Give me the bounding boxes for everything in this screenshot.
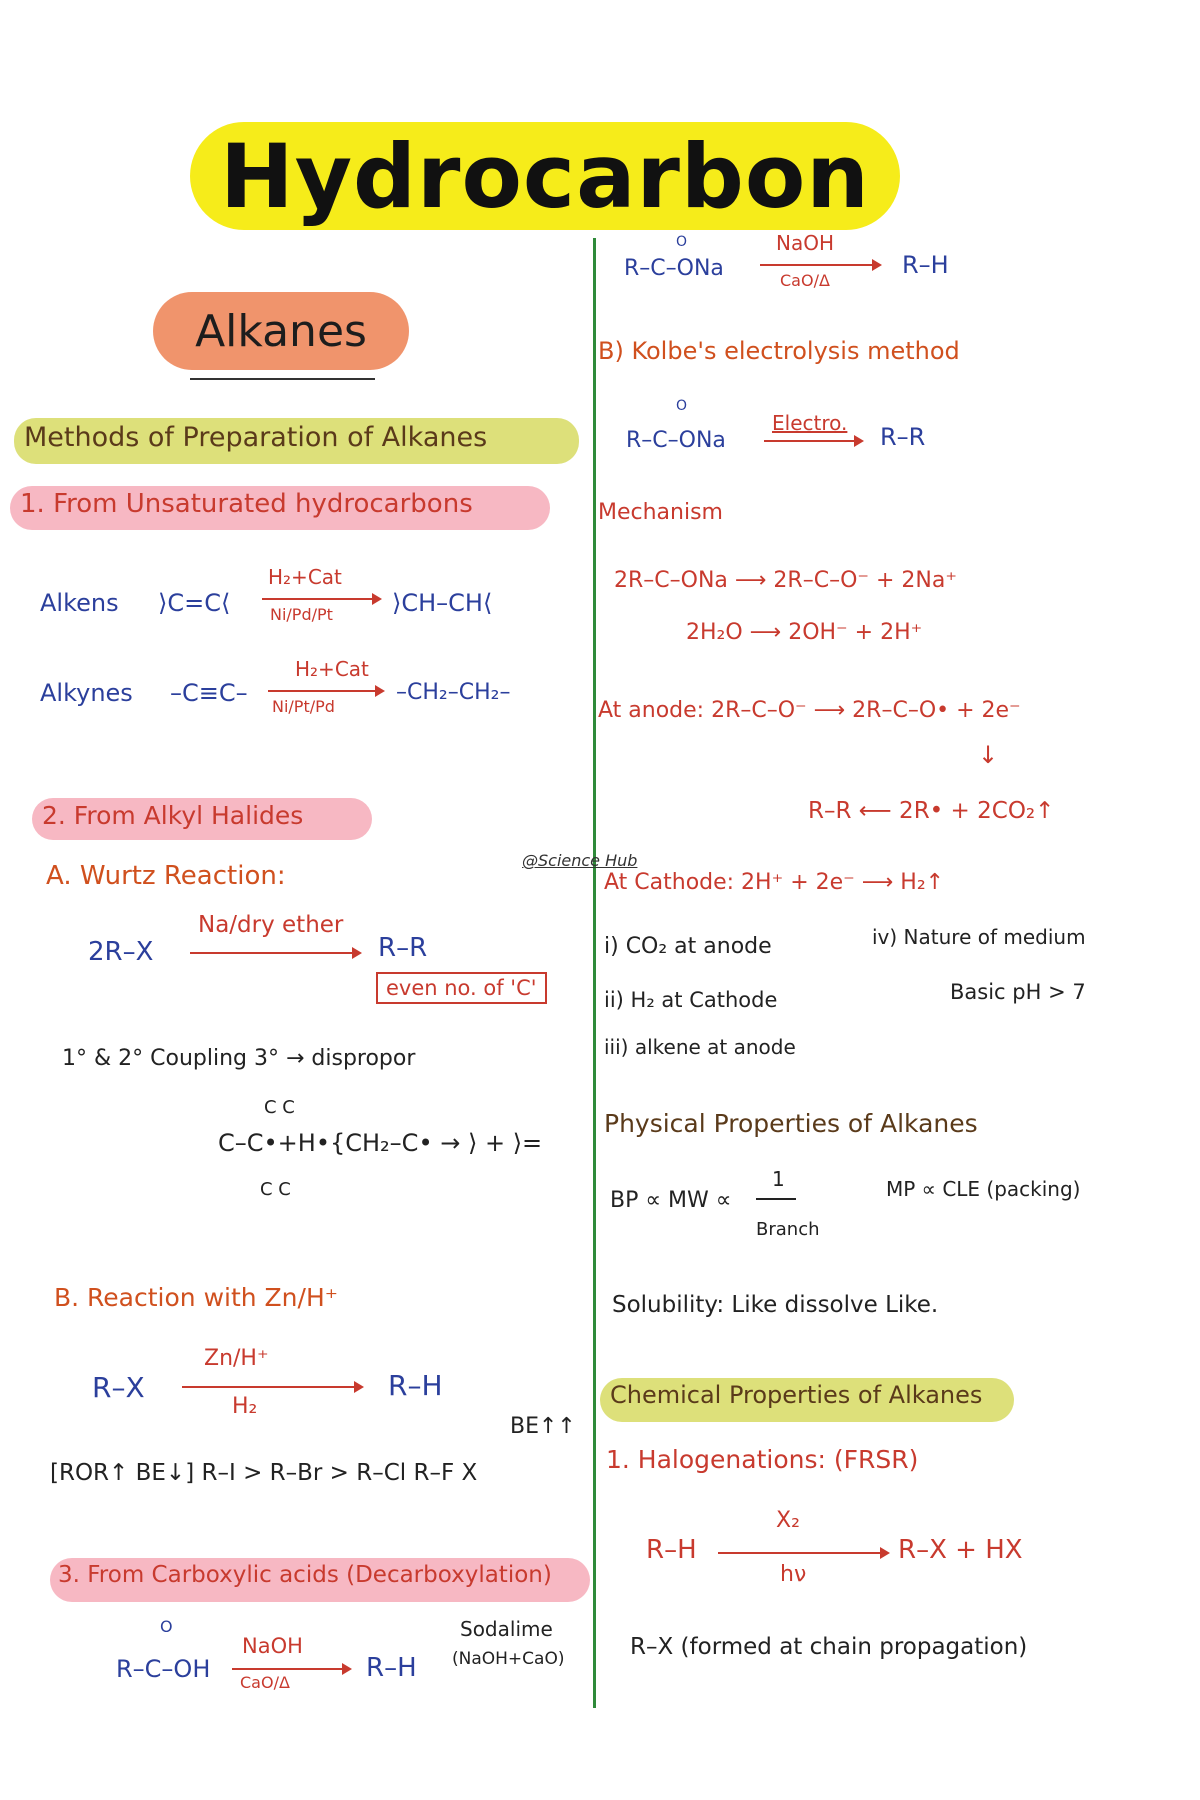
page-title: Hydrocarbon xyxy=(220,124,870,228)
decarb-reagent: NaOH xyxy=(242,1634,303,1658)
watermark: @Science Hub xyxy=(522,851,638,870)
zn-reagent: Zn/H⁺ xyxy=(204,1346,269,1371)
halogenation-arrow xyxy=(718,1552,888,1554)
alkanes-label: Alkanes xyxy=(195,305,367,357)
alkyne-reagent: H₂+Cat xyxy=(295,657,369,681)
alkene-label: Alkens xyxy=(40,589,119,617)
bp-numerator: 1 xyxy=(772,1167,785,1191)
column-divider xyxy=(593,238,596,1708)
decarb-product: R–H xyxy=(366,1653,417,1683)
decarb-catalyst: CaO/Δ xyxy=(240,1673,290,1692)
alkene-reagent: H₂+Cat xyxy=(268,565,342,589)
wurtz-heading: A. Wurtz Reaction: xyxy=(46,861,286,891)
mechanism-step-1: 2R–C–ONa ⟶ 2R–C–O⁻ + 2Na⁺ xyxy=(614,568,957,593)
section-2-heading: 2. From Alkyl Halides xyxy=(32,798,372,840)
top-catalyst: CaO/Δ xyxy=(780,271,830,290)
wurtz-mech-top: C C xyxy=(264,1097,295,1118)
alkanes-pill xyxy=(153,292,409,370)
alkyne-product: –CH₂–CH₂– xyxy=(396,680,511,705)
zn-reaction-heading: B. Reaction with Zn/H⁺ xyxy=(54,1283,338,1312)
alkyne-reactant: –C≡C– xyxy=(170,679,248,707)
kolbe-product: R–R xyxy=(880,423,926,451)
wurtz-coupling-note: 1° & 2° Coupling 3° → dispropor xyxy=(62,1046,416,1071)
decarb-reactant: R–C–OH xyxy=(116,1655,211,1683)
mp-relation: MP ∝ CLE (packing) xyxy=(886,1177,1081,1201)
kolbe-reactant: R–C–ONa xyxy=(626,428,726,453)
alkyne-arrow xyxy=(268,690,383,692)
kolbe-heading: B) Kolbe's electrolysis method xyxy=(598,337,960,365)
title-highlight xyxy=(190,122,900,230)
sodalime-composition: (NaOH+CaO) xyxy=(452,1649,565,1669)
wurtz-mechanism: C–C•+H•{CH₂–C• → ⟩ + ⟩= xyxy=(218,1129,543,1157)
note-co2: i) CO₂ at anode xyxy=(604,934,772,959)
kolbe-oxygen: O xyxy=(676,398,688,414)
alkene-reactant: ⟩C=C⟨ xyxy=(158,589,231,617)
methods-heading: Methods of Preparation of Alkanes xyxy=(14,418,579,464)
halogenation-reagent: X₂ xyxy=(776,1508,800,1533)
top-oxygen: O xyxy=(676,234,688,250)
wurtz-product: R–R xyxy=(378,933,428,963)
zn-product: R–H xyxy=(388,1369,443,1402)
top-product: R–H xyxy=(902,251,949,279)
note-basic: Basic pH > 7 xyxy=(950,980,1086,1004)
zn-reactant: R–X xyxy=(92,1371,145,1404)
even-carbon-box xyxy=(376,972,547,1004)
halogenation-heading: 1. Halogenations: (FRSR) xyxy=(606,1445,919,1474)
note-alkene: iii) alkene at anode xyxy=(604,1035,796,1059)
zn-arrow xyxy=(182,1386,362,1388)
wurtz-mech-bottom: C C xyxy=(260,1179,291,1200)
section-3-heading: 3. From Carboxylic acids (Decarboxylation) xyxy=(50,1558,590,1602)
physical-heading: Physical Properties of Alkanes xyxy=(604,1109,978,1138)
alkene-catalyst: Ni/Pd/Pt xyxy=(270,605,333,624)
section-1-heading: 1. From Unsaturated hydrocarbons xyxy=(10,486,550,530)
kolbe-reagent: Electro. xyxy=(772,411,848,435)
wurtz-reactant: 2R–X xyxy=(88,937,154,967)
zn-byproduct: H₂ xyxy=(232,1394,258,1419)
mechanism-step-2: 2H₂O ⟶ 2OH⁻ + 2H⁺ xyxy=(686,620,923,645)
decarb-arrow xyxy=(232,1668,350,1670)
solubility-note: Solubility: Like dissolve Like. xyxy=(612,1292,939,1318)
bp-relation: BP ∝ MW ∝ xyxy=(610,1188,732,1213)
mechanism-step-4: R–R ⟵ 2R• + 2CO₂↑ xyxy=(808,798,1055,824)
halogenation-product: R–X + HX xyxy=(898,1535,1023,1565)
top-reagent: NaOH xyxy=(776,231,834,255)
mechanism-down-arrow: ↓ xyxy=(978,741,999,769)
top-arrow xyxy=(760,264,880,266)
chemical-heading: Chemical Properties of Alkanes xyxy=(600,1378,1014,1422)
halogenation-note: R–X (formed at chain propagation) xyxy=(630,1634,1028,1660)
halogenation-reactant: R–H xyxy=(646,1535,697,1565)
wurtz-arrow xyxy=(190,952,360,954)
halogenation-condition: hν xyxy=(780,1562,807,1587)
mechanism-heading: Mechanism xyxy=(598,500,723,525)
alkene-arrow xyxy=(262,598,380,600)
mechanism-step-3: At anode: 2R–C–O⁻ ⟶ 2R–C–O• + 2e⁻ xyxy=(598,698,1021,723)
wurtz-reagent: Na/dry ether xyxy=(198,912,344,938)
bp-fraction-line xyxy=(756,1198,796,1200)
note-medium: iv) Nature of medium xyxy=(872,925,1086,949)
be-note: BE↑↑ xyxy=(510,1414,576,1439)
kolbe-arrow xyxy=(764,440,862,442)
sodalime-label: Sodalime xyxy=(460,1617,553,1641)
reactivity-order: [ROR↑ BE↓] R–I > R–Br > R–Cl R–F X xyxy=(50,1460,478,1486)
bp-denominator: Branch xyxy=(756,1219,820,1240)
alkene-product: ⟩CH–CH⟨ xyxy=(392,589,493,617)
decarb-oxygen: O xyxy=(160,1617,173,1636)
top-reactant: R–C–ONa xyxy=(624,256,724,281)
alkanes-underline xyxy=(190,378,375,380)
alkyne-catalyst: Ni/Pt/Pd xyxy=(272,697,335,716)
alkyne-label: Alkynes xyxy=(40,679,133,707)
cathode-reaction: At Cathode: 2H⁺ + 2e⁻ ⟶ H₂↑ xyxy=(604,870,945,895)
even-carbon-note: even no. of 'C' xyxy=(386,976,537,1000)
note-h2: ii) H₂ at Cathode xyxy=(604,988,778,1012)
